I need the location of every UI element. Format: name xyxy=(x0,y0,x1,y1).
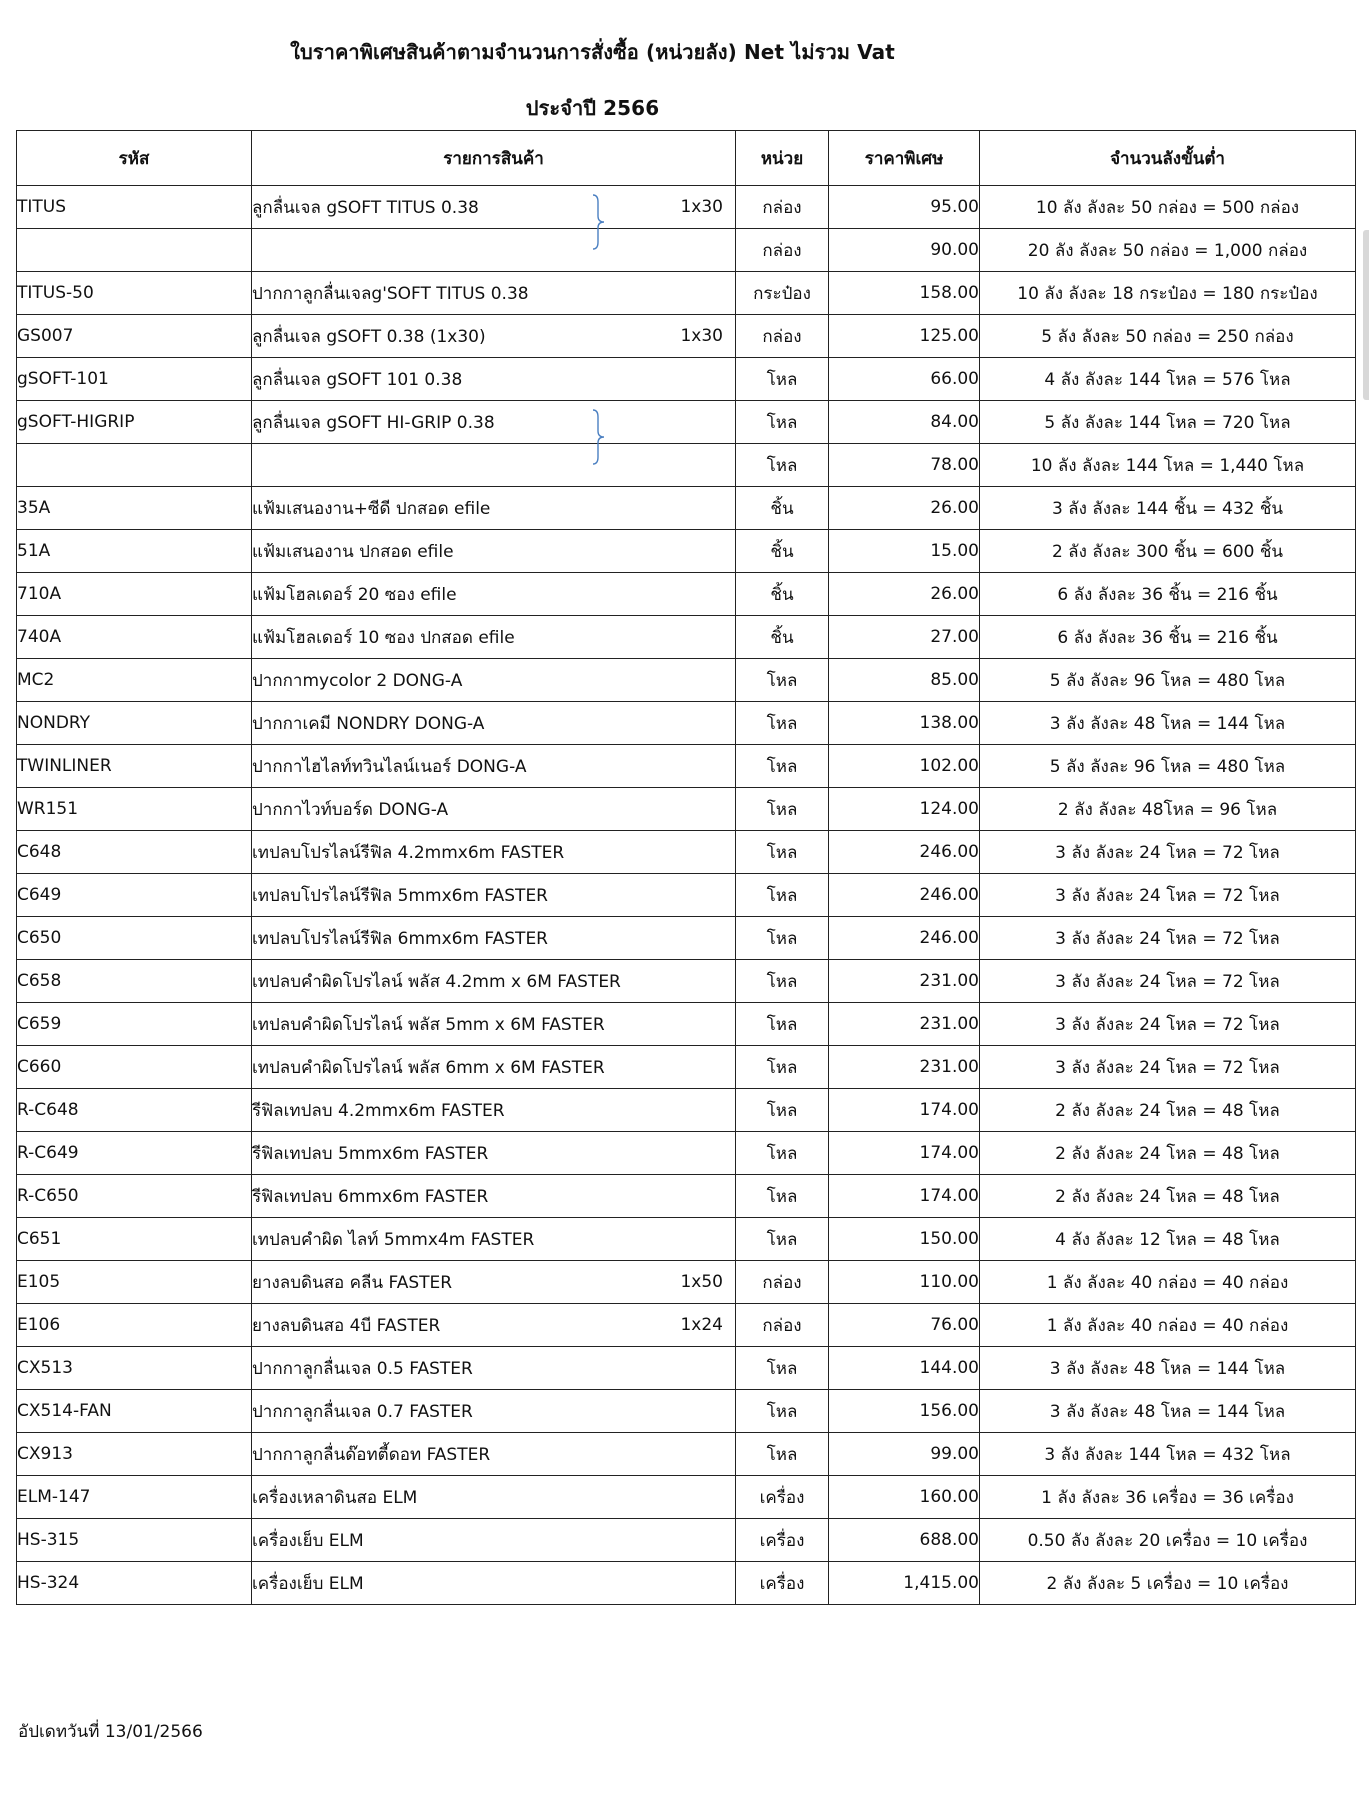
cell-special-price: 102.00 xyxy=(829,745,980,788)
cell-unit: โหล xyxy=(736,1390,829,1433)
cell-product xyxy=(252,917,736,960)
cell-minimum-cartons: 1 ลัง ลังละ 40 กล่อง = 40 กล่อง xyxy=(980,1304,1356,1347)
cell-product xyxy=(252,1304,736,1347)
cell-unit: โหล xyxy=(736,1433,829,1476)
cell-code xyxy=(17,444,252,487)
cell-unit: เครื่อง xyxy=(736,1476,829,1519)
cell-unit: โหล xyxy=(736,831,829,874)
table-row xyxy=(17,573,1356,616)
product-name: ลูกลื่นเจล gSOFT TITUS 0.38 xyxy=(252,197,479,218)
cell-code: C650 xyxy=(17,917,252,960)
table-row xyxy=(17,487,1356,530)
table-row xyxy=(17,1304,1356,1347)
table-row xyxy=(17,659,1356,702)
cell-unit: โหล xyxy=(736,1046,829,1089)
cell-minimum-cartons: 2 ลัง ลังละ 24 โหล = 48 โหล xyxy=(980,1132,1356,1175)
table-row xyxy=(17,1562,1356,1605)
product-name: ลูกลื่นเจล gSOFT 0.38 (1x30) xyxy=(252,326,486,347)
cell-code: R-C649 xyxy=(17,1132,252,1175)
cell-minimum-cartons: 5 ลัง ลังละ 96 โหล = 480 โหล xyxy=(980,659,1356,702)
cell-minimum-cartons: 3 ลัง ลังละ 48 โหล = 144 โหล xyxy=(980,702,1356,745)
cell-product xyxy=(252,530,736,573)
cell-unit: โหล xyxy=(736,1175,829,1218)
scrollbar-hint[interactable] xyxy=(1363,230,1369,400)
cell-product xyxy=(252,788,736,831)
cell-minimum-cartons: 5 ลัง ลังละ 144 โหล = 720 โหล xyxy=(980,401,1356,444)
cell-special-price: 246.00 xyxy=(829,831,980,874)
cell-special-price: 156.00 xyxy=(829,1390,980,1433)
cell-special-price: 231.00 xyxy=(829,1046,980,1089)
cell-code: 35A xyxy=(17,487,252,530)
cell-special-price: 174.00 xyxy=(829,1089,980,1132)
cell-minimum-cartons: 1 ลัง ลังละ 40 กล่อง = 40 กล่อง xyxy=(980,1261,1356,1304)
bracket-icon xyxy=(592,194,606,250)
table-row xyxy=(17,616,1356,659)
cell-special-price: 85.00 xyxy=(829,659,980,702)
price-table xyxy=(16,130,1356,1605)
cell-unit: โหล xyxy=(736,788,829,831)
cell-product xyxy=(252,1046,736,1089)
product-name: เทปลบโปรไลน์รีฟิล 4.2mmx6m FASTER xyxy=(252,842,565,863)
cell-unit: โหล xyxy=(736,444,829,487)
pack-size: 1x50 xyxy=(680,1272,723,1292)
cell-code: R-C650 xyxy=(17,1175,252,1218)
cell-special-price: 26.00 xyxy=(829,573,980,616)
cell-product xyxy=(252,1003,736,1046)
cell-unit: โหล xyxy=(736,702,829,745)
cell-code: gSOFT-101 xyxy=(17,358,252,401)
cell-minimum-cartons: 5 ลัง ลังละ 50 กล่อง = 250 กล่อง xyxy=(980,315,1356,358)
cell-product xyxy=(252,401,736,444)
cell-special-price: 110.00 xyxy=(829,1261,980,1304)
cell-code: C658 xyxy=(17,960,252,1003)
cell-special-price: 158.00 xyxy=(829,272,980,315)
cell-product xyxy=(252,1433,736,1476)
cell-code: C649 xyxy=(17,874,252,917)
cell-unit: โหล xyxy=(736,1089,829,1132)
document-title: ใบราคาพิเศษสินค้าตามจำนวนการสั่งซื้อ (หน่วยลัง) Net ไม่รวม Vat xyxy=(290,40,895,64)
product-name: ปากกาลูกลื่นด๊อทตี้ดอท FASTER xyxy=(252,1444,491,1465)
header-minimum-cartons: จำนวนลังขั้นต่ำ xyxy=(980,131,1356,186)
cell-minimum-cartons: 5 ลัง ลังละ 96 โหล = 480 โหล xyxy=(980,745,1356,788)
cell-unit: โหล xyxy=(736,917,829,960)
table-row xyxy=(17,831,1356,874)
cell-product xyxy=(252,186,736,229)
cell-unit: โหล xyxy=(736,960,829,1003)
cell-code: 51A xyxy=(17,530,252,573)
cell-product xyxy=(252,1519,736,1562)
cell-minimum-cartons: 2 ลัง ลังละ 48โหล = 96 โหล xyxy=(980,788,1356,831)
cell-product xyxy=(252,616,736,659)
cell-minimum-cartons: 0.50 ลัง ลังละ 20 เครื่อง = 10 เครื่อง xyxy=(980,1519,1356,1562)
cell-code: E106 xyxy=(17,1304,252,1347)
cell-unit: ชิ้น xyxy=(736,487,829,530)
cell-minimum-cartons: 4 ลัง ลังละ 12 โหล = 48 โหล xyxy=(980,1218,1356,1261)
cell-unit: ชิ้น xyxy=(736,530,829,573)
cell-minimum-cartons: 6 ลัง ลังละ 36 ชิ้น = 216 ชิ้น xyxy=(980,573,1356,616)
cell-code xyxy=(17,229,252,272)
table-row xyxy=(17,874,1356,917)
cell-code: R-C648 xyxy=(17,1089,252,1132)
cell-special-price: 688.00 xyxy=(829,1519,980,1562)
cell-code: HS-324 xyxy=(17,1562,252,1605)
table-row xyxy=(17,1218,1356,1261)
updated-date: อัปเดทวันที่ 13/01/2566 xyxy=(18,1722,203,1742)
cell-product xyxy=(252,831,736,874)
cell-code: gSOFT-HIGRIP xyxy=(17,401,252,444)
cell-special-price: 66.00 xyxy=(829,358,980,401)
cell-code: C648 xyxy=(17,831,252,874)
cell-unit: เครื่อง xyxy=(736,1562,829,1605)
table-row xyxy=(17,917,1356,960)
product-name: รีฟิลเทปลบ 4.2mmx6m FASTER xyxy=(252,1100,505,1121)
table-row xyxy=(17,401,1356,444)
product-name: รีฟิลเทปลบ 6mmx6m FASTER xyxy=(252,1186,489,1207)
cell-minimum-cartons: 3 ลัง ลังละ 24 โหล = 72 โหล xyxy=(980,874,1356,917)
cell-product xyxy=(252,1089,736,1132)
cell-special-price: 26.00 xyxy=(829,487,980,530)
cell-special-price: 231.00 xyxy=(829,1003,980,1046)
cell-unit: โหล xyxy=(736,659,829,702)
product-name: ปากกาไฮไลท์ทวินไลน์เนอร์ DONG-A xyxy=(252,756,527,777)
cell-minimum-cartons: 2 ลัง ลังละ 24 โหล = 48 โหล xyxy=(980,1089,1356,1132)
table-row xyxy=(17,1089,1356,1132)
cell-product xyxy=(252,874,736,917)
cell-code: 710A xyxy=(17,573,252,616)
pack-size: 1x30 xyxy=(680,197,723,217)
cell-code: NONDRY xyxy=(17,702,252,745)
product-name: เทปลบคำผิดโปรไลน์ พลัส 4.2mm x 6M FASTER xyxy=(252,971,621,992)
header-unit: หน่วย xyxy=(736,131,829,186)
cell-minimum-cartons: 2 ลัง ลังละ 300 ชิ้น = 600 ชิ้น xyxy=(980,530,1356,573)
cell-minimum-cartons: 3 ลัง ลังละ 24 โหล = 72 โหล xyxy=(980,831,1356,874)
cell-unit: โหล xyxy=(736,874,829,917)
cell-special-price: 150.00 xyxy=(829,1218,980,1261)
pack-size: 1x24 xyxy=(680,1315,723,1335)
cell-minimum-cartons: 10 ลัง ลังละ 50 กล่อง = 500 กล่อง xyxy=(980,186,1356,229)
product-name: เครื่องเย็บ ELM xyxy=(252,1573,364,1594)
cell-special-price: 174.00 xyxy=(829,1132,980,1175)
table-header-row xyxy=(17,131,1356,186)
cell-special-price: 231.00 xyxy=(829,960,980,1003)
cell-special-price: 90.00 xyxy=(829,229,980,272)
table-row xyxy=(17,358,1356,401)
table-body xyxy=(17,186,1356,1605)
table-row xyxy=(17,1046,1356,1089)
product-name: ปากกาไวท์บอร์ด DONG-A xyxy=(252,799,449,820)
cell-code: C660 xyxy=(17,1046,252,1089)
table-row xyxy=(17,1347,1356,1390)
cell-product xyxy=(252,659,736,702)
product-name: เทปลบคำผิด ไลท์ 5mmx4m FASTER xyxy=(252,1229,535,1250)
cell-unit: ชิ้น xyxy=(736,573,829,616)
table-row xyxy=(17,229,1356,272)
cell-code: CX513 xyxy=(17,1347,252,1390)
product-name: ยางลบดินสอ คลีน FASTER xyxy=(252,1272,453,1293)
cell-code: HS-315 xyxy=(17,1519,252,1562)
cell-code: C651 xyxy=(17,1218,252,1261)
cell-code: TWINLINER xyxy=(17,745,252,788)
product-name: เทปลบคำผิดโปรไลน์ พลัส 6mm x 6M FASTER xyxy=(252,1057,605,1078)
product-name: เครื่องเหลาดินสอ ELM xyxy=(252,1487,418,1508)
table-row xyxy=(17,788,1356,831)
product-name: แฟ้มเสนองาน+ซีดี ปกสอด efile xyxy=(252,498,491,519)
cell-unit: โหล xyxy=(736,358,829,401)
cell-special-price: 160.00 xyxy=(829,1476,980,1519)
cell-product xyxy=(252,1390,736,1433)
cell-unit: โหล xyxy=(736,1347,829,1390)
cell-product xyxy=(252,573,736,616)
product-name: ปากกาเคมี NONDRY DONG-A xyxy=(252,713,485,734)
cell-product xyxy=(252,960,736,1003)
cell-special-price: 138.00 xyxy=(829,702,980,745)
cell-minimum-cartons: 4 ลัง ลังละ 144 โหล = 576 โหล xyxy=(980,358,1356,401)
cell-unit: ชิ้น xyxy=(736,616,829,659)
cell-special-price: 84.00 xyxy=(829,401,980,444)
cell-code: 740A xyxy=(17,616,252,659)
cell-code: TITUS xyxy=(17,186,252,229)
cell-code: MC2 xyxy=(17,659,252,702)
header-product: รายการสินค้า xyxy=(252,131,736,186)
cell-special-price: 125.00 xyxy=(829,315,980,358)
cell-minimum-cartons: 3 ลัง ลังละ 48 โหล = 144 โหล xyxy=(980,1347,1356,1390)
cell-minimum-cartons: 6 ลัง ลังละ 36 ชิ้น = 216 ชิ้น xyxy=(980,616,1356,659)
product-name: ลูกลื่นเจล gSOFT HI-GRIP 0.38 xyxy=(252,412,495,433)
table-row xyxy=(17,1476,1356,1519)
cell-code: E105 xyxy=(17,1261,252,1304)
cell-minimum-cartons: 3 ลัง ลังละ 24 โหล = 72 โหล xyxy=(980,960,1356,1003)
cell-product xyxy=(252,358,736,401)
cell-minimum-cartons: 3 ลัง ลังละ 48 โหล = 144 โหล xyxy=(980,1390,1356,1433)
cell-special-price: 174.00 xyxy=(829,1175,980,1218)
pack-size: 1x30 xyxy=(680,326,723,346)
cell-product xyxy=(252,1261,736,1304)
product-name: แฟ้มเสนองาน ปกสอด efile xyxy=(252,541,454,562)
cell-special-price: 78.00 xyxy=(829,444,980,487)
table-row xyxy=(17,1175,1356,1218)
cell-unit: กล่อง xyxy=(736,315,829,358)
cell-unit: กล่อง xyxy=(736,186,829,229)
cell-special-price: 99.00 xyxy=(829,1433,980,1476)
cell-special-price: 15.00 xyxy=(829,530,980,573)
cell-product xyxy=(252,1175,736,1218)
cell-product xyxy=(252,702,736,745)
cell-minimum-cartons: 3 ลัง ลังละ 144 ชิ้น = 432 ชิ้น xyxy=(980,487,1356,530)
cell-unit: โหล xyxy=(736,1218,829,1261)
product-name: ปากกาลูกลื่นเจล 0.7 FASTER xyxy=(252,1401,473,1422)
cell-minimum-cartons: 2 ลัง ลังละ 5 เครื่อง = 10 เครื่อง xyxy=(980,1562,1356,1605)
cell-minimum-cartons: 3 ลัง ลังละ 24 โหล = 72 โหล xyxy=(980,917,1356,960)
cell-minimum-cartons: 2 ลัง ลังละ 24 โหล = 48 โหล xyxy=(980,1175,1356,1218)
cell-product xyxy=(252,487,736,530)
cell-minimum-cartons: 3 ลัง ลังละ 144 โหล = 432 โหล xyxy=(980,1433,1356,1476)
product-name: เทปลบคำผิดโปรไลน์ พลัส 5mm x 6M FASTER xyxy=(252,1014,605,1035)
cell-code: CX913 xyxy=(17,1433,252,1476)
bracket-icon xyxy=(592,409,606,465)
cell-code: ELM-147 xyxy=(17,1476,252,1519)
table-row xyxy=(17,1433,1356,1476)
cell-product xyxy=(252,1562,736,1605)
cell-unit: โหล xyxy=(736,1003,829,1046)
cell-special-price: 246.00 xyxy=(829,917,980,960)
header-code: รหัส xyxy=(17,131,252,186)
document-subtitle-year: ประจำปี 2566 xyxy=(525,96,660,120)
table-row xyxy=(17,444,1356,487)
cell-unit: กระป๋อง xyxy=(736,272,829,315)
cell-special-price: 124.00 xyxy=(829,788,980,831)
cell-special-price: 246.00 xyxy=(829,874,980,917)
cell-minimum-cartons: 10 ลัง ลังละ 18 กระป๋อง = 180 กระป๋อง xyxy=(980,272,1356,315)
cell-unit: กล่อง xyxy=(736,229,829,272)
table-row xyxy=(17,1132,1356,1175)
product-name: ยางลบดินสอ 4บี FASTER xyxy=(252,1315,441,1336)
cell-unit: โหล xyxy=(736,401,829,444)
table-row xyxy=(17,315,1356,358)
cell-minimum-cartons: 3 ลัง ลังละ 24 โหล = 72 โหล xyxy=(980,1003,1356,1046)
table-row xyxy=(17,1519,1356,1562)
cell-unit: โหล xyxy=(736,1132,829,1175)
cell-product xyxy=(252,745,736,788)
table-row xyxy=(17,1003,1356,1046)
cell-code: WR151 xyxy=(17,788,252,831)
table-row xyxy=(17,1261,1356,1304)
table-row xyxy=(17,960,1356,1003)
table-row xyxy=(17,272,1356,315)
cell-special-price: 76.00 xyxy=(829,1304,980,1347)
cell-special-price: 144.00 xyxy=(829,1347,980,1390)
cell-product xyxy=(252,444,736,487)
cell-product xyxy=(252,315,736,358)
cell-unit: กล่อง xyxy=(736,1304,829,1347)
cell-product xyxy=(252,1218,736,1261)
cell-minimum-cartons: 3 ลัง ลังละ 24 โหล = 72 โหล xyxy=(980,1046,1356,1089)
product-name: ปากกาลูกลื่นเจลg'SOFT TITUS 0.38 xyxy=(252,283,529,304)
cell-minimum-cartons: 20 ลัง ลังละ 50 กล่อง = 1,000 กล่อง xyxy=(980,229,1356,272)
cell-product xyxy=(252,1347,736,1390)
cell-special-price: 27.00 xyxy=(829,616,980,659)
table-row xyxy=(17,530,1356,573)
product-name: ลูกลื่นเจล gSOFT 101 0.38 xyxy=(252,369,463,390)
product-name: ปากกาลูกลื่นเจล 0.5 FASTER xyxy=(252,1358,473,1379)
table-row xyxy=(17,186,1356,229)
table-row xyxy=(17,745,1356,788)
table-row xyxy=(17,1390,1356,1433)
product-name: ปากกาmycolor 2 DONG-A xyxy=(252,670,463,691)
cell-special-price: 1,415.00 xyxy=(829,1562,980,1605)
cell-special-price: 95.00 xyxy=(829,186,980,229)
cell-code: CX514-FAN xyxy=(17,1390,252,1433)
product-name: เทปลบโปรไลน์รีฟิล 5mmx6m FASTER xyxy=(252,885,548,906)
cell-product xyxy=(252,272,736,315)
header-special-price: ราคาพิเศษ xyxy=(829,131,980,186)
cell-unit: เครื่อง xyxy=(736,1519,829,1562)
cell-product xyxy=(252,229,736,272)
product-name: เทปลบโปรไลน์รีฟิล 6mmx6m FASTER xyxy=(252,928,548,949)
product-name: แฟ้มโฮลเดอร์ 20 ซอง efile xyxy=(252,584,457,605)
cell-minimum-cartons: 10 ลัง ลังละ 144 โหล = 1,440 โหล xyxy=(980,444,1356,487)
cell-product xyxy=(252,1476,736,1519)
product-name: รีฟิลเทปลบ 5mmx6m FASTER xyxy=(252,1143,489,1164)
product-name: แฟ้มโฮลเดอร์ 10 ซอง ปกสอด efile xyxy=(252,627,515,648)
cell-code: TITUS-50 xyxy=(17,272,252,315)
product-name: เครื่องเย็บ ELM xyxy=(252,1530,364,1551)
cell-code: GS007 xyxy=(17,315,252,358)
cell-unit: โหล xyxy=(736,745,829,788)
cell-minimum-cartons: 1 ลัง ลังละ 36 เครื่อง = 36 เครื่อง xyxy=(980,1476,1356,1519)
table-row xyxy=(17,702,1356,745)
cell-unit: กล่อง xyxy=(736,1261,829,1304)
cell-code: C659 xyxy=(17,1003,252,1046)
cell-product xyxy=(252,1132,736,1175)
